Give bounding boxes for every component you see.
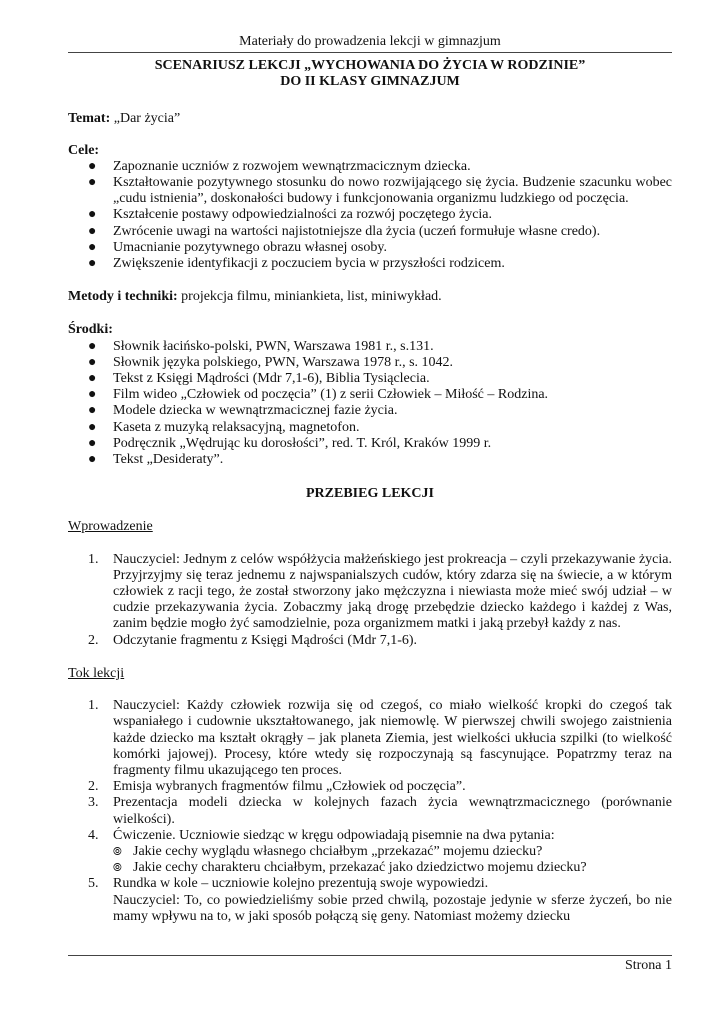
list-item: ● Słownik łacińsko-polski, PWN, Warszawa 1981 r., s.131. [88,338,434,354]
methods-value: projekcja filmu, miniankieta, list, miniwykład. [177,289,442,305]
list-item: 3. Prezentacja modeli dziecka w kolejnych fazach życia wewnątrzmacicznego (porównanie wielkości). [88,795,672,827]
bullet-icon: ● [88,371,97,387]
lesson-section [68,666,672,925]
list-item: ● Film wideo „Człowiek od poczęcia” (1) z serii Człowiek – Miłość – Rodzina. [88,387,549,403]
check-circle-icon: ⦾ [113,862,122,875]
goals-label: Cele: [68,142,100,158]
bullet-icon: ● [88,223,97,239]
lesson-label: Tok lekcji [68,665,125,681]
list-item: ● Podręcznik „Wędrując ku dorosłości”, red. T. Król, Kraków 1999 r. [88,435,492,451]
list-item: ● Tekst „Desideraty”. [88,452,224,468]
topic [68,111,672,127]
list-item: 5. Rundka w kole – uczniowie kolejno prezentują swoje wypowiedzi. Nauczyciel: To, co powiedzieliśmy sobie przed chwilą, pozostaje jedynie w sferze życzeń, bo nie mamy wpływu na to, w jaki sposób połączą się geny. Natomiast możemy dziecku [88,876,672,924]
check-circle-icon: ⦾ [113,845,122,858]
list-item: ● Modele dziecka w wewnątrzmacicznej fazie życia. [88,403,398,419]
topic-value: „Dar życia” [110,111,181,127]
list-item-continuation: Nauczyciel: To, co powiedzieliśmy sobie przed chwilą, pozostaje jedynie w sferze życzeń, bo nie mamy wpływu na to, w jaki sposób połączą się geny. Natomiast możemy dziecku [113,892,672,924]
list-item: ● Zapoznanie uczniów z rozwojem wewnątrzmacicznym dziecka. [88,158,471,174]
intro-section [68,519,672,648]
list-item: ● Kształtowanie pozytywnego stosunku do nowo rozwijającego się życia. Budzenie szacunku wobec „cudu istnienia”, doskonałości budowy i funkcjonowania organizmu ludzkiego od poczęcia. [88,175,672,207]
list-item: ● Słownik języka polskiego, PWN, Warszawa 1978 r., s. 1042. [88,354,454,370]
bullet-icon: ● [88,403,97,419]
bullet-icon: ● [88,419,97,435]
list-item: 1. Nauczyciel: Jednym z celów współżycia małżeńskiego jest prokreacja – czyli przekazywanie życia. Przyjrzyjmy się teraz jednemu z najwspanialszych cudów, który zdarza się na świecie, a w którym człowiek z racji tego, że został stworzony jako mężczyzna i niewiasta może mieć swój udział – w cudzie przekazywania życia. Zobaczmy jaką drogę przebędzie dziecko każdego i każdej z Was, zanim będzie mogło żyć samodzielnie, poza organizmem matki i jaką przebył każdy z nas. [88,551,672,632]
page-number: Strona 1 [624,958,672,973]
bullet-icon: ● [88,239,97,255]
intro-list [68,552,672,649]
bullet-icon: ● [88,338,97,354]
bullet-icon: ● [88,452,97,468]
bullet-icon: ● [88,158,97,174]
title-line-2: DO II KLASY GIMNAZJUM [280,74,460,90]
sub-item: ⦾ Jakie cechy wyglądu własnego chciałbym „przekazać” mojemu dziecku? [113,843,543,859]
document-title [68,58,672,90]
list-item: 4. Ćwiczenie. Uczniowie siedząc w kręgu odpowiadają pisemnie na dwa pytania: ⦾ Jakie cechy wyglądu własnego chciałbym „przekazać” mojemu dziecku? ⦾ Jakie cechy charakteru chciałbym, przekazać jako dziedzictwo mojemu dziecku? [68,828,672,877]
bullet-icon: ● [88,175,97,191]
title-line-1: SCENARIUSZ LEKCJI „WYCHOWANIA DO ŻYCIA W RODZINIE” [154,58,586,73]
bullet-icon: ● [88,387,97,403]
bullet-icon: ● [88,256,97,272]
bullet-icon: ● [88,207,97,223]
resources-list [68,339,672,469]
intro-label: Wprowadzenie [68,519,153,535]
list-item: ● Umacnianie pozytywnego obrazu własnej osoby. [88,239,387,255]
list-item: 1. Nauczyciel: Każdy człowiek rozwija się od czegoś, co miało wielkość kropki do czegoś tak wspaniałego i cudownie ukształtowanego, jak niemowlę. W pierwszej chwili swojego zaistnienia każde dziecko ma kształt okrągły – jak planeta Ziemia, jest wielkości ukłucia szpilki (to wielkość komórki jajowej). Procesy, które wtedy się rozpoczynają są fascynujące. Popatrzmy teraz na fragmenty filmu ukazującego ten proces. [88,698,672,778]
sub-item: ⦾ Jakie cechy charakteru chciałbym, przekazać jako dziedzictwo mojemu dziecku? [113,860,587,876]
methods [68,289,672,305]
resources-section [68,322,672,468]
goals-section [68,143,672,273]
list-item: ● Tekst z Księgi Mądrości (Mdr 7,1-6), Biblia Tysiąclecia. [88,371,430,387]
page-header: Materiały do prowadzenia lekcji w gimnazjum [68,34,672,53]
footer-divider [68,955,672,956]
bullet-icon: ● [88,435,97,451]
list-item: ● Kaseta z muzyką relaksacyjną, magnetofon. [88,419,360,435]
course-heading: PRZEBIEG LEKCJI [306,486,434,502]
list-item: ● Kształcenie postawy odpowiedzialności za rozwój poczętego życia. [88,207,493,223]
list-item: 2. Emisja wybranych fragmentów filmu „Człowiek od poczęcia”. [88,779,466,795]
document-body [68,56,672,925]
list-item: ● Zwrócenie uwagi na wartości najistotniejsze dla życia (uczeń formułuje własne credo). [88,223,601,239]
topic-label: Temat: [68,111,111,127]
lesson-list [68,698,672,925]
list-item: ● Zwiększenie identyfikacji z poczuciem bycia w przyszłości rodzicem. [88,256,505,272]
goals-list [68,159,672,272]
list-item: 2. Odczytanie fragmentu z Księgi Mądrości (Mdr 7,1-6). [88,632,418,648]
resources-label: Środki: [68,322,113,338]
methods-label: Metody i techniki: [68,289,178,305]
bullet-icon: ● [88,354,97,370]
